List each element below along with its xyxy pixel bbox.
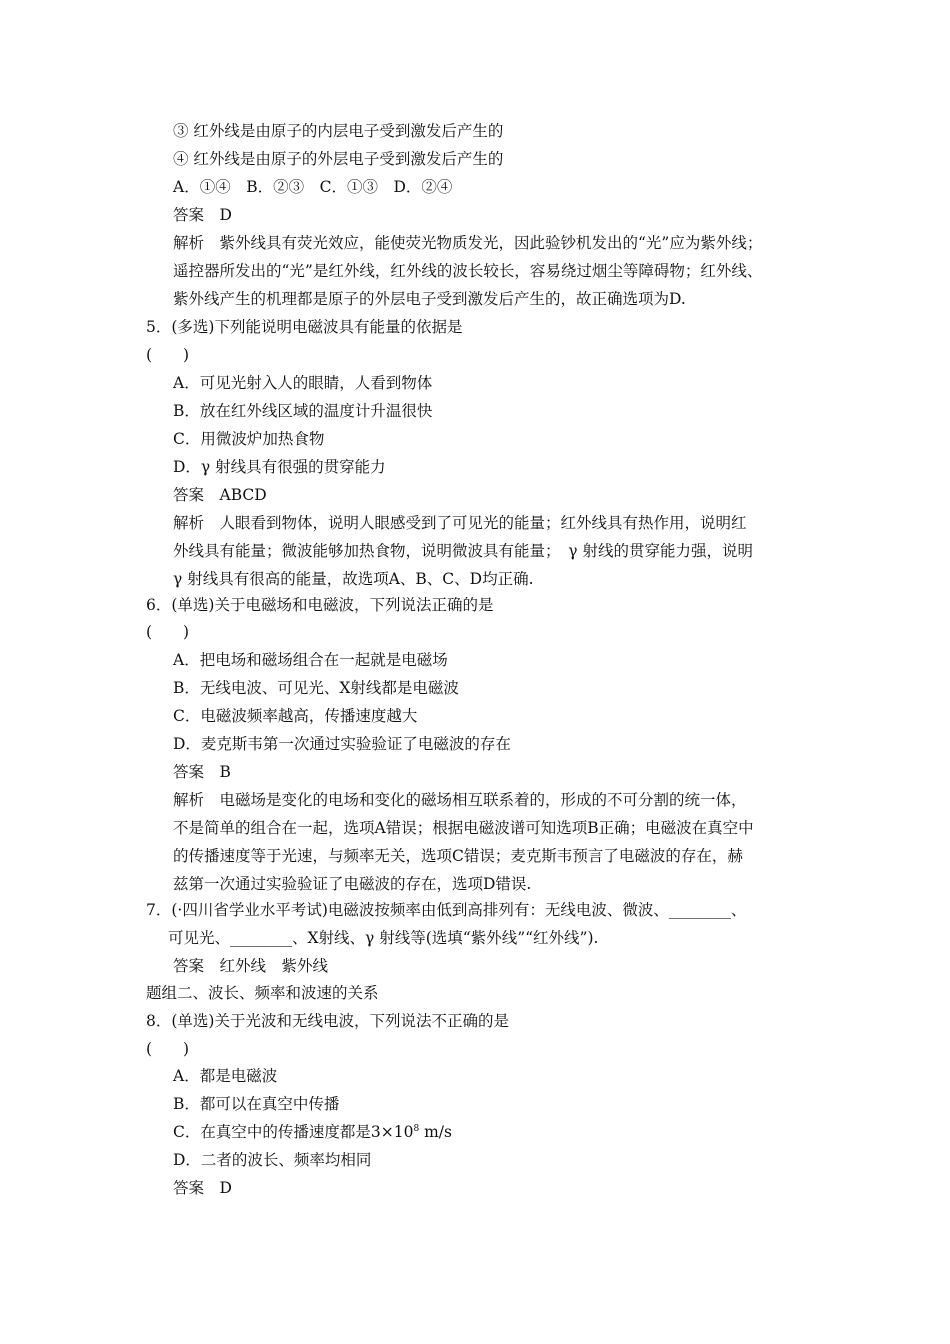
q5-option-b: B．放在红外线区域的温度计升温很快	[173, 402, 433, 420]
q7-answer: 答案 红外线 紫外线	[173, 957, 329, 975]
q5-analysis-line: 解析 人眼看到物体，说明人眼感受到了可见光的能量；红外线具有热作用，说明红	[173, 514, 747, 532]
q4-options: A．①④ B．②③ C．①③ D．②④	[173, 178, 453, 196]
q8-option-c-text: C．在真空中的传播速度都是3×10	[173, 1123, 414, 1141]
q5-option-c: C．用微波炉加热食物	[173, 430, 325, 448]
q4-analysis-line: 紫外线产生的机理都是原子的外层电子受到激发后产生的，故正确选项为D.	[173, 290, 686, 308]
q6-option-c: C．电磁波频率越高，传播速度越大	[173, 707, 418, 725]
q8-option-c-unit: m/s	[419, 1123, 452, 1141]
q6-analysis-line: 解析 电磁场是变化的电场和变化的磁场相互联系着的，形成的不可分割的统一体，	[173, 791, 747, 809]
q6-option-a: A．把电场和磁场组合在一起就是电磁场	[173, 651, 448, 669]
q8-option-c-exponent: 8	[413, 1124, 420, 1134]
q5-answer-paren: ( )	[146, 346, 190, 364]
q4-answer: 答案 D	[173, 206, 232, 224]
q7-stem-line-2: 可见光、________、X射线、γ 射线等(选填“紫外线”“红外线”).	[168, 929, 599, 947]
q8-option-a: A．都是电磁波	[173, 1067, 278, 1085]
q4-item-3: ③ 红外线是由原子的内层电子受到激发后产生的	[173, 122, 504, 140]
q5-option-a: A．可见光射入人的眼睛，人看到物体	[173, 374, 433, 392]
q8-option-c	[173, 1122, 452, 1142]
q6-analysis-line: 不是简单的组合在一起，选项A错误；根据电磁波谱可知选项B正确；电磁波在真空中	[173, 819, 754, 837]
q8-answer-paren: ( )	[146, 1040, 190, 1058]
q5-analysis-line: 外线具有能量；微波能够加热食物，说明微波具有能量； γ 射线的贯穿能力强，说明	[173, 542, 753, 560]
section-heading: 题组二、波长、频率和波速的关系	[146, 984, 379, 1002]
q5-answer: 答案 ABCD	[173, 486, 267, 504]
q8-stem: 8．(单选)关于光波和无线电波，下列说法不正确的是	[146, 1012, 509, 1030]
q5-analysis-line: γ 射线具有很高的能量，故选项A、B、C、D均正确.	[173, 570, 534, 588]
q6-analysis-line: 兹第一次通过实验验证了电磁波的存在，选项D错误.	[173, 875, 532, 893]
q8-answer: 答案 D	[173, 1179, 232, 1197]
q4-item-4: ④ 红外线是由原子的外层电子受到激发后产生的	[173, 150, 504, 168]
q6-option-d: D．麦克斯韦第一次通过实验验证了电磁波的存在	[173, 735, 511, 753]
q4-analysis-line: 遥控器所发出的“光”是红外线，红外线的波长较长，容易绕过烟尘等障碍物；红外线、	[173, 262, 763, 280]
q5-option-d: D．γ 射线具有很强的贯穿能力	[173, 458, 386, 476]
q6-answer-paren: ( )	[146, 623, 190, 641]
q6-answer: 答案 B	[173, 763, 231, 781]
q7-stem-line-1: 7．(·四川省学业水平考试)电磁波按频率由低到高排列有：无线电波、微波、________、	[146, 901, 747, 919]
q8-option-b: B．都可以在真空中传播	[173, 1095, 340, 1113]
q6-analysis-line: 的传播速度等于光速，与频率无关，选项C错误；麦克斯韦预言了电磁波的存在，赫	[173, 847, 743, 865]
q5-stem: 5．(多选)下列能说明电磁波具有能量的依据是	[146, 318, 463, 336]
q6-option-b: B．无线电波、可见光、X射线都是电磁波	[173, 679, 459, 697]
q6-stem: 6．(单选)关于电磁场和电磁波，下列说法正确的是	[146, 596, 494, 614]
q8-option-d: D．二者的波长、频率均相同	[173, 1151, 372, 1169]
q4-analysis-line: 解析 紫外线具有荧光效应，能使荧光物质发光，因此验钞机发出的“光”应为紫外线；	[173, 234, 763, 252]
